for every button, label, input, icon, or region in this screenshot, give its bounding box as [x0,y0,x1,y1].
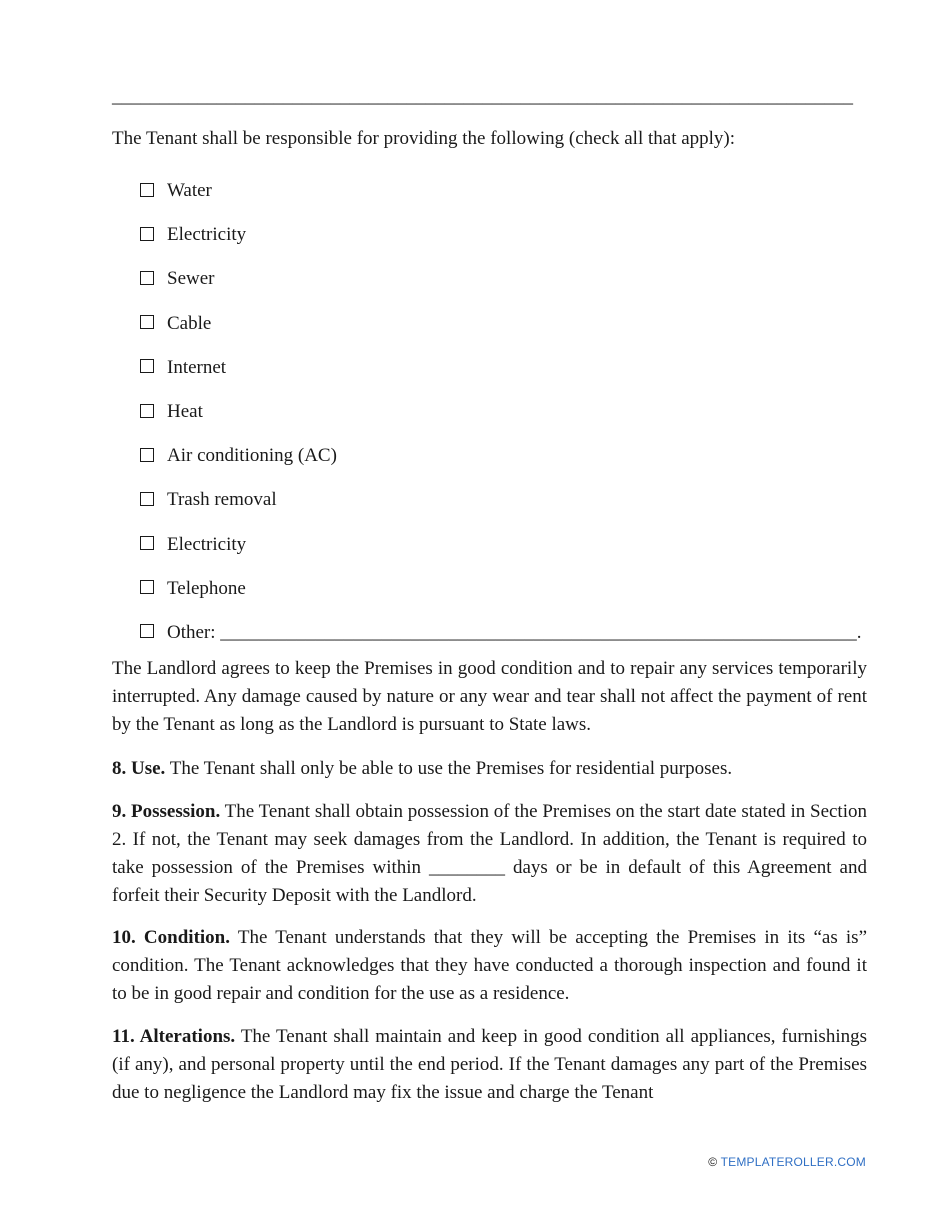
checklist-item-water[interactable] [140,169,867,213]
checkbox[interactable] [140,404,154,418]
checklist-item-electricity[interactable] [140,213,867,257]
section-heading: 10. Condition. [112,927,230,948]
checklist-label: Telephone [167,577,246,599]
checklist-label: Internet [167,356,227,378]
checklist-item-other[interactable] [140,611,867,655]
checklist-label: Water [167,180,212,202]
checklist-label: Cable [167,312,212,334]
checklist-label: Trash removal [167,489,277,511]
section-alterations [112,1023,867,1107]
page-footer [708,1154,866,1170]
section-heading: 9. Possession. [112,801,221,822]
checklist-label: Sewer [167,268,215,290]
section-use [112,755,867,783]
checkbox[interactable] [140,271,154,285]
checkbox[interactable] [140,624,154,638]
utilities-intro: The Tenant shall be responsible for providing the following (check all that apply): [112,128,736,149]
checklist-item-telephone[interactable] [140,567,867,611]
section-heading: 8. Use. [112,758,166,779]
checklist-item-heat[interactable] [140,390,867,434]
checklist-label: Heat [167,401,203,423]
checkbox[interactable] [140,359,154,373]
checklist-item-electricity-2[interactable] [140,523,867,567]
checkbox[interactable] [140,580,154,594]
copyright-symbol: © [708,1155,721,1169]
checklist-item-sewer[interactable] [140,257,867,301]
checkbox[interactable] [140,448,154,462]
checkbox[interactable] [140,315,154,329]
checklist-item-cable[interactable] [140,302,867,346]
utilities-checklist [140,169,867,655]
footer-brand-link[interactable]: TEMPLATEROLLER.COM [720,1155,866,1169]
section-body: The Tenant shall obtain possession of the Premises on the start date stated in Section 2. If not, the Tenant may seek damages from the Landlord. In addition, the Tenant is required to take possession of the Premises within ________ days or be in default of this Agreement and forfeit their Security Deposit with the Landlord. [112,801,867,906]
section-heading: 11. Alterations. [112,1026,236,1047]
section-body: The Tenant shall maintain and keep in good condition all appliances, furnishings (if any), and personal property until the end period. If the Tenant damages any part of the Premises due to negligence the Landlord may fix the issue and charge the Tenant [112,1026,868,1103]
landlord-repair-paragraph: The Landlord agrees to keep the Premises in good condition and to repair any services temporarily interrupted. Any damage caused by nature or any wear and tear shall not affect the payment of rent by the Tenant as long as the Landlord is pursuant to State laws. [112,658,867,735]
checklist-item-air-conditioning[interactable] [140,434,867,478]
section-possession [112,798,867,910]
section-body: The Tenant shall only be able to use the Premises for residential purposes. [165,758,733,779]
section-body: The Tenant understands that they will be accepting the Premises in its “as is” condition. The Tenant acknowledges that they have conducted a thorough inspection and found it to be in good repair and condition for the use as a residence. [112,927,868,1004]
other-fill-in-field[interactable]: Other: ___________________________________________________________________. [167,621,862,643]
checkbox[interactable] [140,536,154,550]
checklist-label: Electricity [167,224,247,246]
checklist-label: Electricity [167,533,247,555]
section-condition [112,924,867,1008]
checkbox[interactable] [140,183,154,197]
checklist-label: Air conditioning (AC) [167,445,337,467]
checkbox[interactable] [140,227,154,241]
checklist-item-trash-removal[interactable] [140,478,867,522]
checklist-item-internet[interactable] [140,346,867,390]
checkbox[interactable] [140,492,154,506]
top-rule-line: ______________________________________________________________________________ [112,86,853,107]
